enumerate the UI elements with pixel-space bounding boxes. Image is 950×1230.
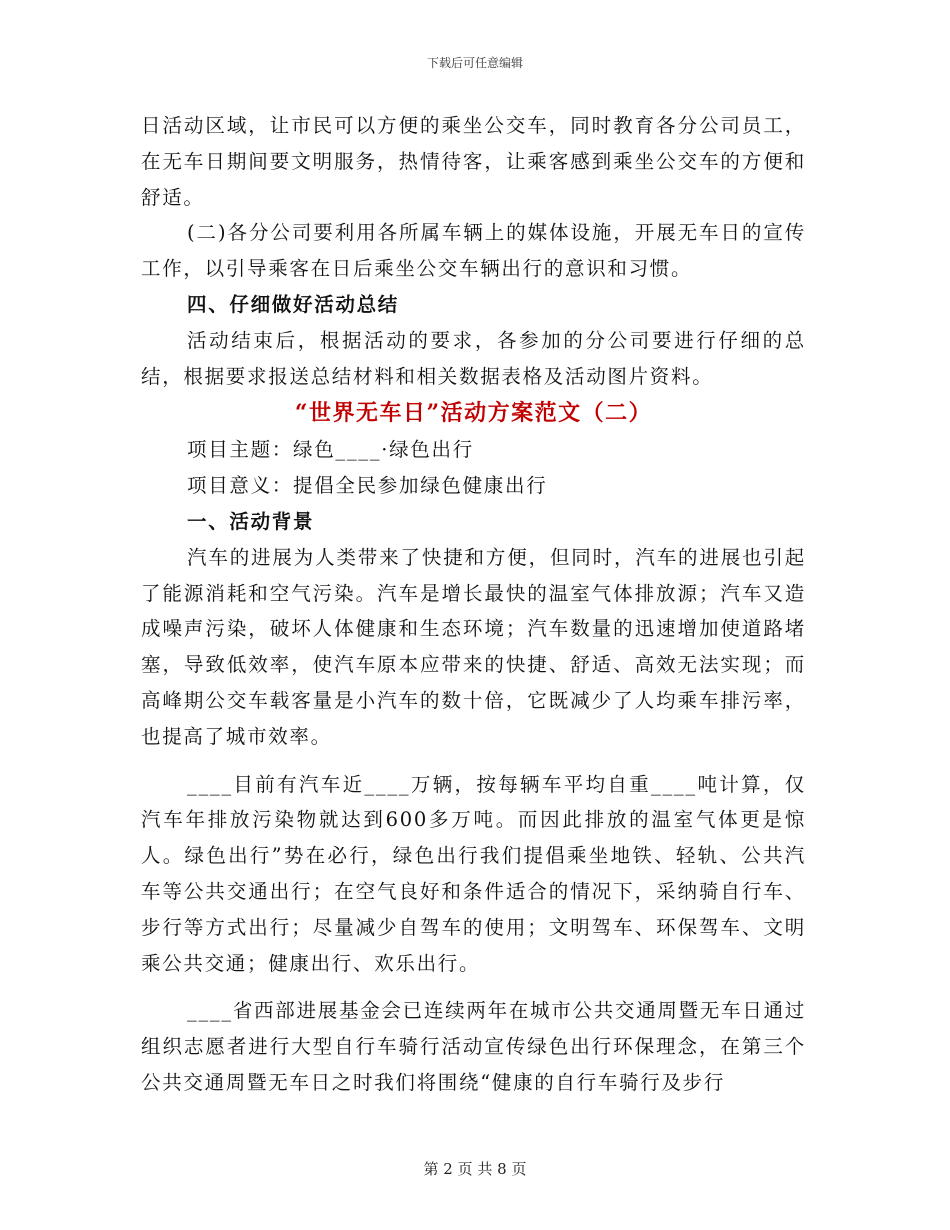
paragraph-background-2: ____目前有汽车近____万辆，按每辆车平均自重____吨计算，仅汽车年排放污染物就达到600多万吨。而因此排放的温室气体更是惊人。绿色出行”势在必行，绿色出行我们提倡乘坐地铁、轻轨、公共汽车等公共交通出行；在空气良好和条件适合的情况下，采纳骑自行车、步行等方式出行；尽量减少自驾车的使用；文明驾车、环保驾车、文明乘公共交通；健康出行、欢乐出行。 [141,772,806,975]
project-meaning: 项目意义：提倡全民参加绿色健康出行 [187,474,548,498]
page-header: 下载后可任意编辑 [426,56,523,70]
page-footer: 第 2 页 共 8 页 [423,1160,527,1178]
project-theme: 项目主题：绿色____·绿色出行 [187,438,474,462]
paragraph-background-3: ____省西部进展基金会已连续两年在城市公共交通周暨无车日通过组织志愿者进行大型自行车骑行活动宣传绿色出行环保理念，在第三个公共交通周暨无车日之时我们将围绕“健康的自行车骑行及步行 [141,999,806,1094]
paragraph-summary: 活动结束后，根据活动的要求，各参加的分公司要进行仔细的总结，根据要求报送总结材料和相关数据表格及活动图片资料。 [141,328,806,388]
paragraph-continued: 日活动区域，让市民可以方便的乘坐公交车，同时教育各分公司员工，在无车日期间要文明服务，热情待客，让乘客感到乘坐公交车的方便和舒适。 [141,114,806,209]
document-body [141,108,806,1101]
heading-background: 一、活动背景 [187,509,315,533]
heading-summary: 四、仔细做好活动总结 [187,292,400,316]
section-title: “世界无车日”活动方案范文（二） [294,400,653,427]
paragraph-background-1: 汽车的进展为人类带来了快捷和方便，但同时，汽车的进展也引起了能源消耗和空气污染。汽车是增长最快的温室气体排放源；汽车又造成噪声污染，破坏人体健康和生态环境；汽车数量的迅速增加使道路堵塞，导致低效率，使汽车原本应带来的快捷、舒适、高效无法实现；而高峰期公交车载客量是小汽车的数十倍，它既减少了人均乘车排污率，也提高了城市效率。 [141,545,806,748]
paragraph-media: (二)各分公司要利用各所属车辆上的媒体设施，开展无车日的宣传工作，以引导乘客在日后乘坐公交车辆出行的意识和习惯。 [141,221,806,281]
